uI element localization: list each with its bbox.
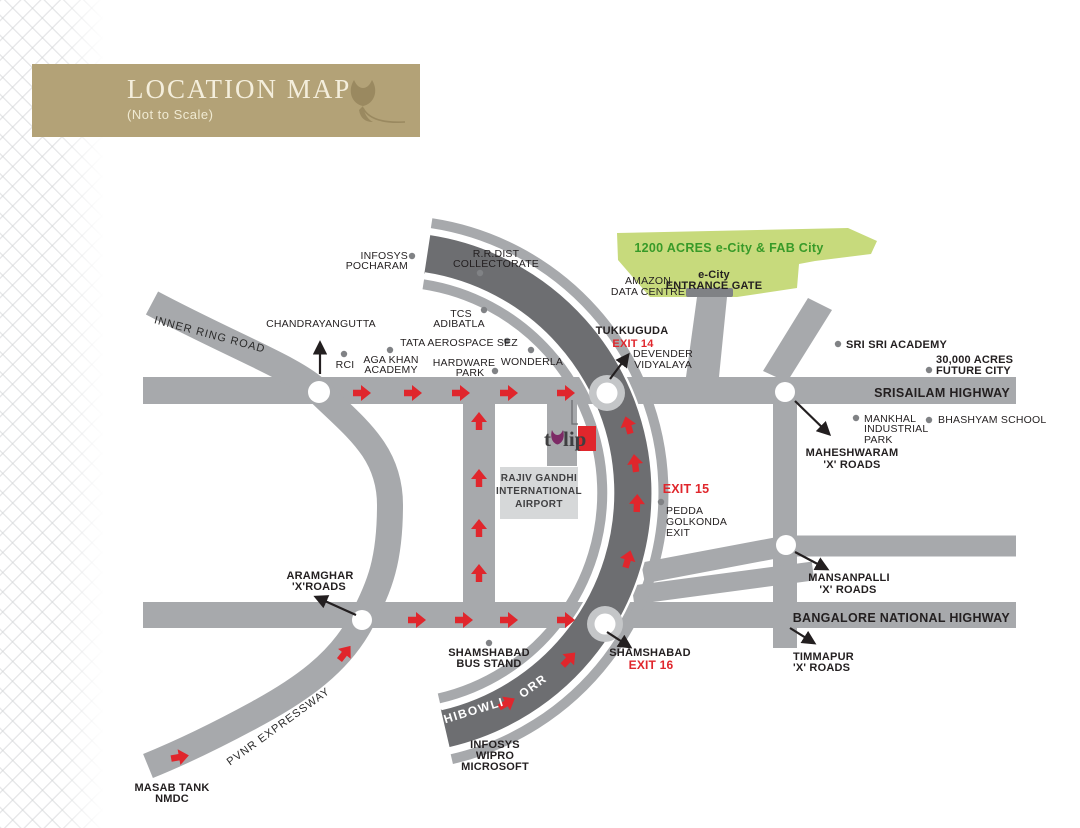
poi-infosys-pocharam: INFOSYS	[360, 250, 408, 262]
poi-rr-dist: COLLECTORATE	[452, 258, 540, 270]
timmapur-label: 'X' ROADS	[793, 662, 851, 674]
mansanpalli-road	[643, 546, 1016, 573]
exit14-junction	[597, 383, 618, 404]
poi-hardware-park: PARK	[455, 367, 485, 379]
exit16-label: EXIT 16	[628, 658, 674, 672]
gachibowli-label: GACHIBOWLI	[412, 694, 506, 736]
mansanpalli-label: MANSANPALLI	[808, 572, 890, 584]
innerring-junction	[308, 381, 330, 403]
exit15-place: PEDDA	[666, 505, 704, 517]
maheshwaram-label: MAHESHWARAM	[805, 447, 899, 459]
inner-ring-road-label: INNER RING ROAD	[152, 314, 267, 356]
poi-bhashyam: BHASHYAM SCHOOL	[938, 414, 1047, 426]
exit14-label: EXIT 14	[612, 338, 654, 350]
mansanpalli-label: 'X' ROADS	[819, 584, 877, 596]
aramghar-label: ARAMGHAR	[286, 570, 354, 582]
maheshwaram-arrow	[795, 401, 829, 434]
poi-infosys-wipro: MICROSOFT	[461, 761, 529, 773]
exit14-place: TUKKUGUDA	[595, 325, 669, 337]
maheshwaram-junction	[775, 382, 795, 402]
poi-infosys-wipro: WIPRO	[475, 750, 515, 762]
poi-hardware-park: HARDWARE	[432, 357, 496, 369]
poi-aga-khan: AGA KHAN	[363, 354, 419, 366]
airport-label: INTERNATIONAL	[495, 486, 583, 497]
exit15-place: EXIT	[666, 527, 691, 539]
inner-ring-pvnr-road	[148, 303, 390, 769]
airport-label: AIRPORT	[515, 499, 563, 510]
poi-mankhal: MANKHAL	[864, 413, 917, 425]
poi-masab-tank: NMDC	[155, 793, 189, 805]
poi-rr-dist: R.R.DIST	[472, 248, 520, 260]
page-subtitle: (Not to Scale)	[127, 107, 214, 122]
poi-aga-khan: ACADEMY	[364, 364, 418, 376]
poi-tcs-adibatla: ADIBATLA	[433, 318, 485, 330]
poi-tcs-adibatla: TCS	[450, 308, 472, 320]
poi-tata-sez: TATA AEROSPACE SEZ	[400, 337, 518, 349]
exit15-place: GOLKONDA	[666, 516, 728, 528]
aramghar-label: 'X'ROADS	[292, 581, 346, 593]
amazon-label: AMAZON	[624, 275, 672, 287]
poi-masab-tank: MASAB TANK	[134, 782, 210, 794]
poi-devender: VIDYALAYA	[634, 359, 692, 371]
bangalore-highway-label: BANGALORE NATIONAL HIGHWAY	[792, 611, 1010, 625]
poi-devender: DEVENDER	[633, 348, 693, 360]
poi-rci: RCI	[335, 359, 355, 371]
aramghar-junction	[352, 610, 372, 630]
mansanpalli-junction	[776, 535, 796, 555]
pvnr-expressway-label: PVNR EXPRESSWAY	[224, 685, 333, 769]
airport-label: RAJIV GANDHI	[500, 473, 578, 484]
maheshwaram-vertical-road	[773, 392, 797, 648]
ecity-gate-label: ENTRANCE GATE	[665, 280, 763, 292]
poi-future-city: 30,000 ACRES	[936, 354, 1014, 366]
ecity-area-label: 1200 ACRES e-City & FAB City	[634, 241, 824, 255]
poi-infosys-wipro: INFOSYS	[470, 739, 520, 751]
srisailam-highway-label: SRISAILAM HIGHWAY	[874, 386, 1010, 400]
poi-sri-sri: SRI SRI ACADEMY	[846, 339, 947, 351]
orr-label: ORR	[516, 671, 550, 701]
site-logo-text: lip	[563, 427, 587, 451]
amazon-label: DATA CENTRE	[610, 286, 686, 298]
poi-shamshabad-bus: SHAMSHABAD	[448, 647, 530, 659]
maheshwaram-label: 'X' ROADS	[823, 459, 881, 471]
page-title: LOCATION MAP	[127, 74, 352, 104]
poi-shamshabad-bus: BUS STAND	[456, 658, 522, 670]
exit16-junction	[595, 614, 616, 635]
poi-mankhal: PARK	[864, 434, 893, 446]
ecity-gate-road	[686, 297, 727, 377]
poi-future-city: FUTURE CITY	[936, 365, 1011, 377]
site-logo-text: t	[544, 427, 551, 451]
poi-infosys-pocharam: POCHARAM	[345, 260, 408, 272]
poi-chandrayangutta: CHANDRAYANGUTTA	[266, 318, 376, 330]
ecity-gate-label: e-City	[698, 269, 730, 281]
ecity-branch-road	[763, 298, 832, 382]
poi-mankhal: INDUSTRIAL	[864, 423, 929, 435]
exit16-place: SHAMSHABAD	[609, 647, 691, 659]
timmapur-label: TIMMAPUR	[793, 651, 854, 663]
exit15-label: EXIT 15	[662, 482, 710, 496]
poi-wonderla: WONDERLA	[500, 356, 564, 368]
